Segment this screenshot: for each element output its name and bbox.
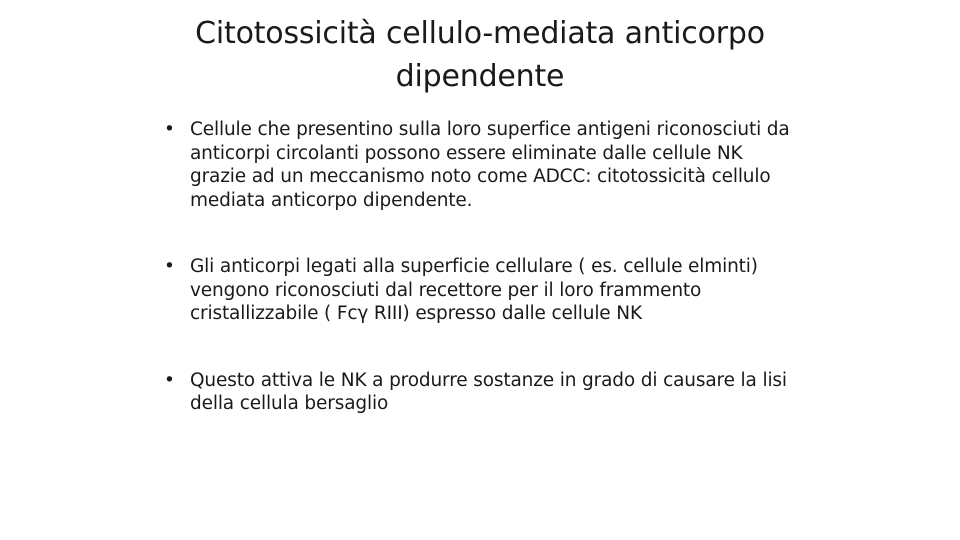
slide-title-line-2: dipendente (395, 59, 565, 94)
bullet-text: Questo attiva le NK a produrre sostanze in grado di causare la lisi della cellula bersaglio (190, 369, 787, 414)
bullet-text: Cellule che presentino sulla loro superfice antigeni riconosciuti da anticorpi circolanti possono essere eliminate dalle cellule NK grazie ad un meccanismo noto come ADCC: citotossicità cellulo mediata anticorpo dipendente. (190, 119, 790, 211)
slide-title (150, 12, 810, 98)
bullet-list (160, 118, 820, 416)
slide-title-line-1: Citotossicità cellulo-mediata anticorpo (195, 16, 765, 51)
bullet-item-activation (160, 369, 820, 416)
bullet-marker: • (164, 119, 175, 140)
bullet-item-receptor (160, 255, 820, 326)
bullet-item-adcc (160, 118, 820, 212)
bullet-marker: • (164, 369, 175, 391)
bullet-text: Gli anticorpi legati alla superficie cellulare ( es. cellule elminti) vengono riconosciuti dal recettore per il loro frammento cristallizzabile ( Fcγ RIII) espresso dalle cellule NK (190, 256, 758, 324)
bullet-marker: • (164, 256, 175, 277)
